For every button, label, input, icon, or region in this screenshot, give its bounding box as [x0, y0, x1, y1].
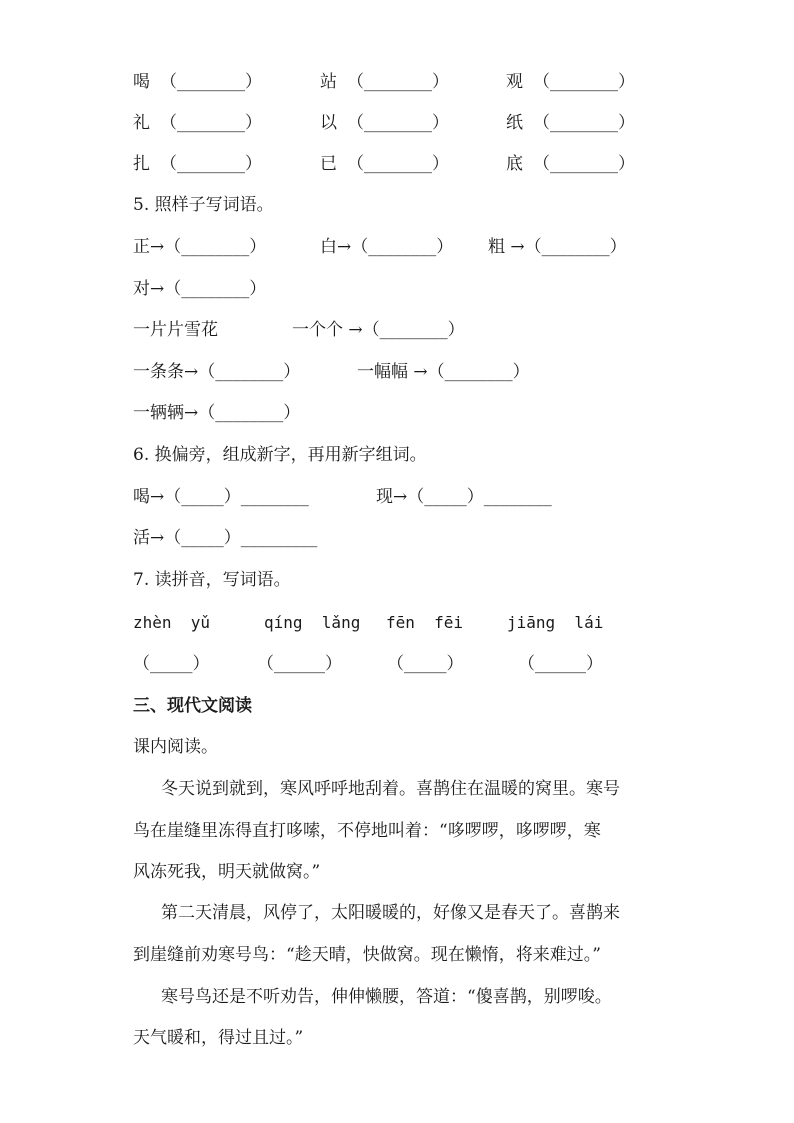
- para2-line2: 到崖缝前劝寒号鸟：“趁天晴，快做窝。现在懒惰，将来难过。”: [133, 945, 601, 965]
- q5-item-zheng: 正→（________）: [133, 237, 267, 257]
- q7-pinyin-3: fēn fēi: [386, 613, 464, 632]
- section-subheading: 课内阅读。: [133, 737, 218, 757]
- para1-line3: 风冻死我，明天就做窝。”: [133, 862, 321, 882]
- para3-line1: 寒号鸟还是不听劝告，伸伸懒腰，答道：“傻喜鹊，别啰唆。: [161, 987, 612, 1007]
- q4-r1-c3-blank: （________）: [533, 72, 635, 92]
- q6-item-huo: 活→（_____）_________: [133, 528, 318, 548]
- para1-line2: 鸟在崖缝里冻得直打哆嗦，不停地叫着：“哆啰啰，哆啰啰，寒: [133, 821, 601, 841]
- para2-line1: 第二天清晨，风停了，太阳暖暖的，好像又是春天了。喜鹊来: [161, 903, 620, 923]
- para3-line2: 天气暖和，得过且过。”: [133, 1028, 304, 1048]
- q5-item-cu: 粗 →（________）: [488, 237, 627, 257]
- q4-r1-c1-char: 喝: [133, 72, 150, 92]
- q4-r2-c1-char: 礼: [133, 113, 150, 133]
- q7-blank-3: （_____）: [387, 654, 464, 674]
- q7-title: 7. 读拼音，写词语。: [133, 570, 291, 590]
- q5-item-yigege: 一个个 →（________）: [292, 320, 465, 340]
- q5-item-yifufu: 一幅幅 →（________）: [357, 362, 530, 382]
- q5-example: 一片片雪花: [133, 320, 218, 340]
- q4-r2-c3-char: 纸: [506, 113, 523, 133]
- q7-pinyin-1: zhèn yǔ: [133, 613, 211, 632]
- q4-r3-c1-blank: （________）: [160, 154, 262, 174]
- q7-pinyin-4: jiāng lái: [507, 613, 604, 632]
- q7-blank-1: （_____）: [133, 654, 210, 674]
- q5-item-yitiaotiao: 一条条→（________）: [133, 362, 301, 382]
- para1-line1: 冬天说到就到，寒风呼呼地刮着。喜鹊住在温暖的窝里。寒号: [161, 779, 620, 799]
- q6-item-he: 喝→（_____）________: [133, 487, 309, 507]
- q6-item-xian: 现→（_____）________: [376, 487, 552, 507]
- q7-blank-2: （______）: [257, 654, 342, 674]
- q4-r3-c1-char: 扎: [133, 154, 150, 174]
- q4-r1-c2-char: 站: [320, 72, 337, 92]
- q4-r2-c2-char: 以: [320, 113, 337, 133]
- q7-pinyin-2: qíng lǎng: [264, 613, 361, 632]
- q5-item-dui: 对→（________）: [133, 279, 267, 299]
- q4-r1-c1-blank: （________）: [160, 72, 262, 92]
- q4-r1-c2-blank: （________）: [347, 72, 449, 92]
- q6-title: 6. 换偏旁，组成新字，再用新字组词。: [133, 445, 427, 465]
- q4-r3-c2-blank: （________）: [347, 154, 449, 174]
- q5-item-yiliangliang: 一辆辆→（________）: [133, 403, 301, 423]
- q4-r3-c3-char: 底: [506, 154, 523, 174]
- q5-item-bai: 白→（________）: [320, 237, 454, 257]
- q4-r3-c2-char: 已: [320, 154, 337, 174]
- section-heading: 三、现代文阅读: [133, 696, 252, 716]
- q4-r1-c3-char: 观: [506, 72, 523, 92]
- q5-title: 5. 照样子写词语。: [133, 195, 274, 215]
- q7-blank-4: （______）: [518, 654, 603, 674]
- q4-r2-c1-blank: （________）: [160, 113, 262, 133]
- q4-r2-c3-blank: （________）: [533, 113, 635, 133]
- q4-r2-c2-blank: （________）: [347, 113, 449, 133]
- q4-r3-c3-blank: （________）: [533, 154, 635, 174]
